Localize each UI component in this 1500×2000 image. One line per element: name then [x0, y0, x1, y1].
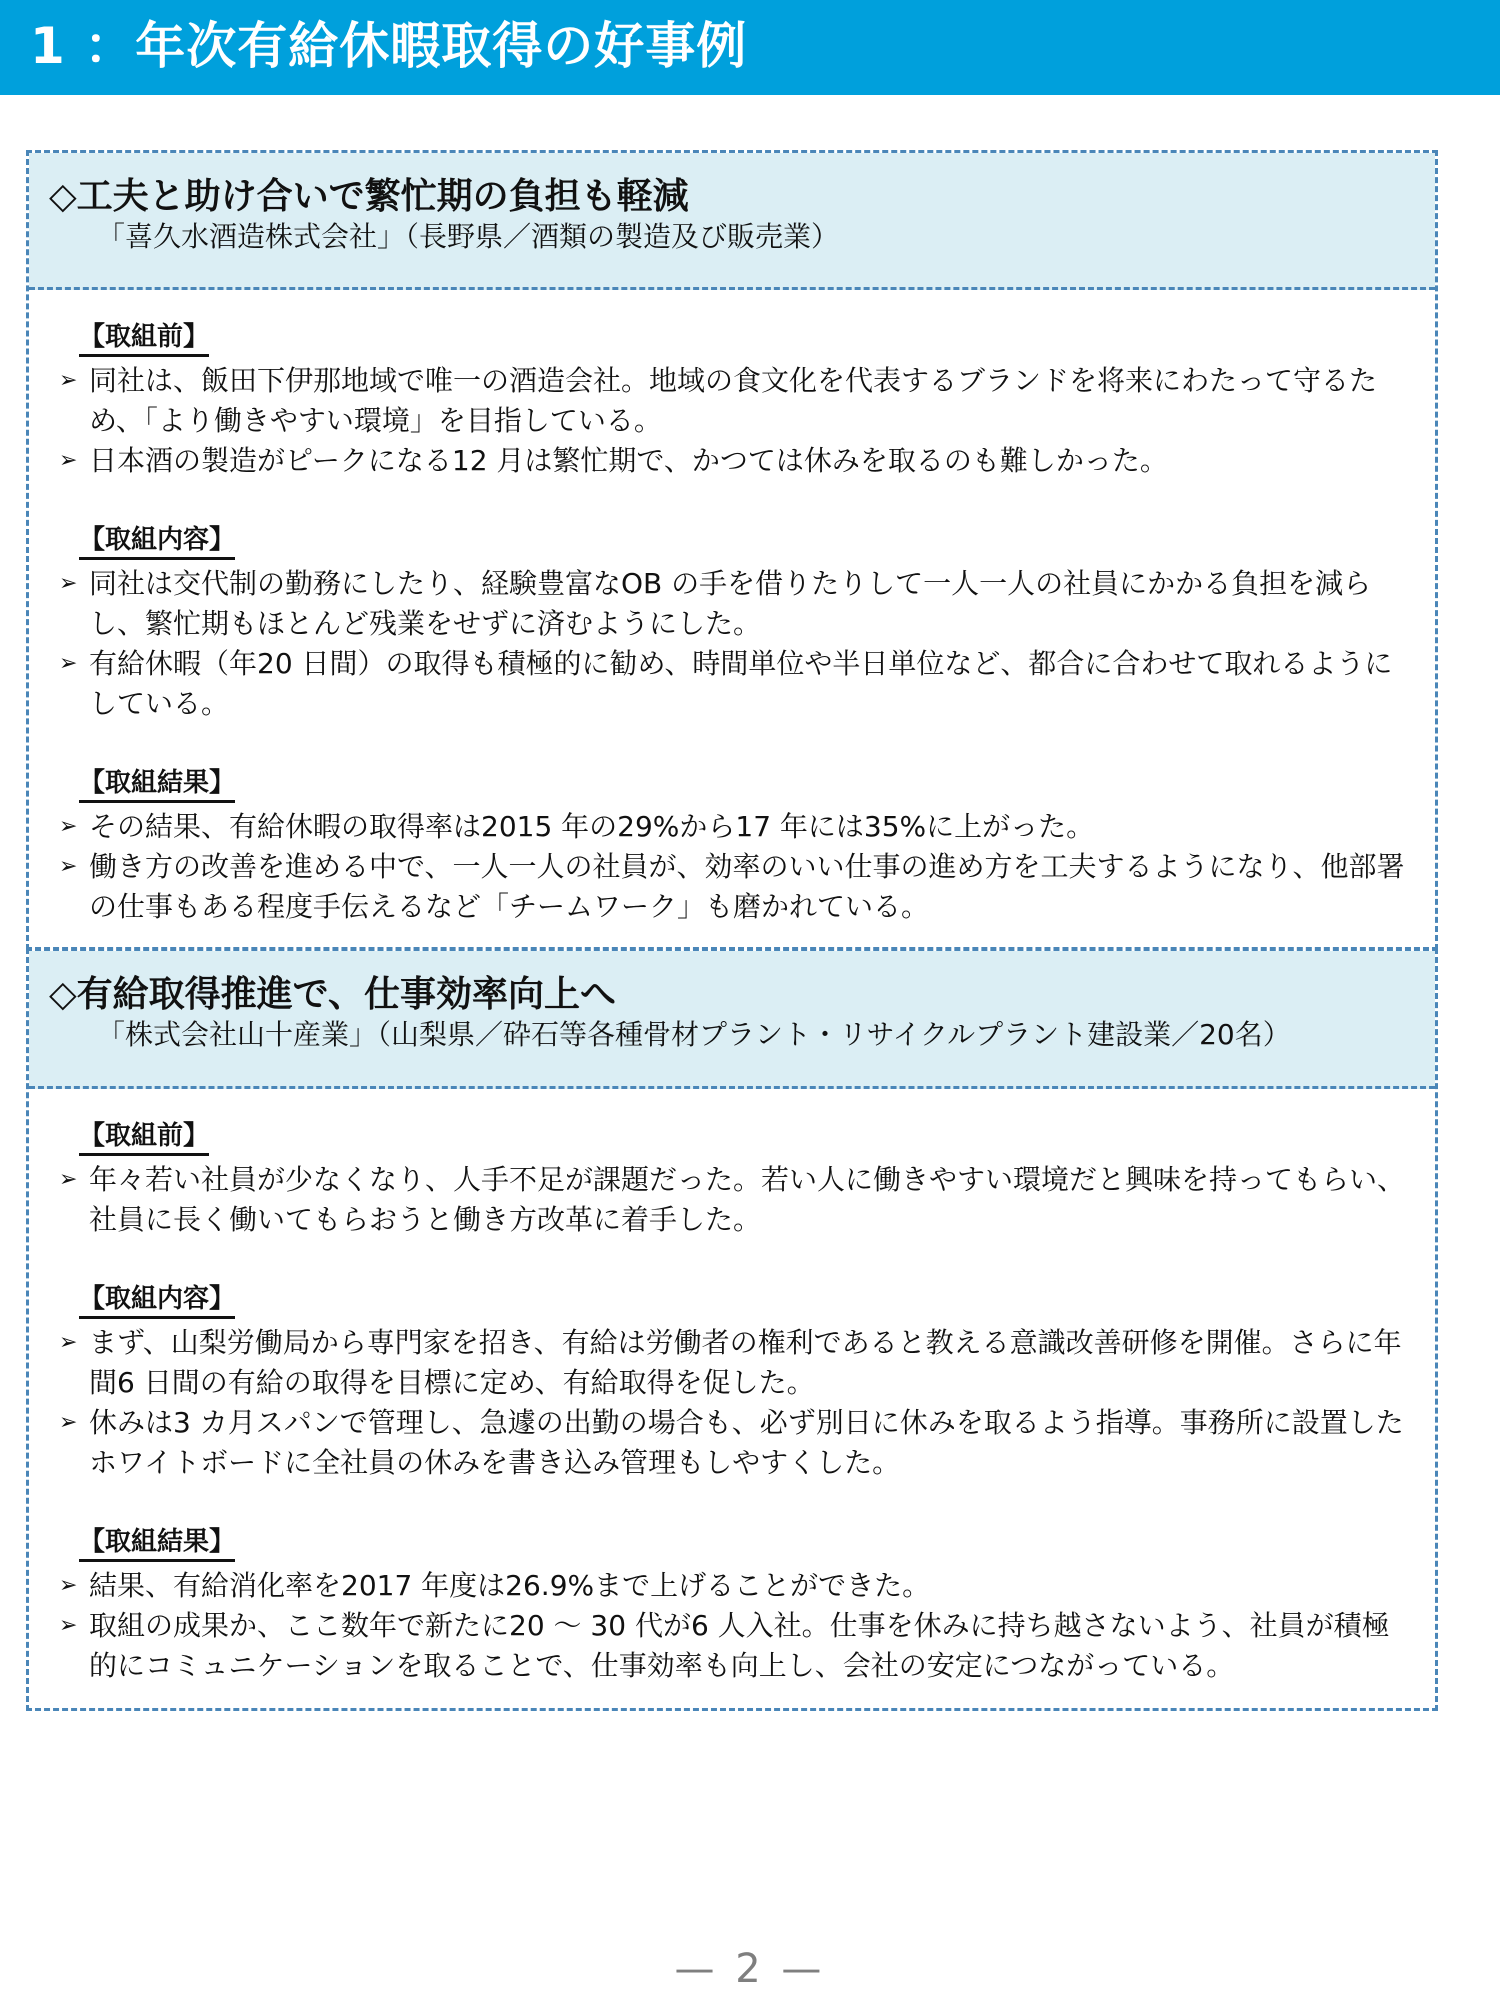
bullet-text: 働き方の改善を進める中で、一人一人の社員が、効率のいい仕事の進め方を工夫するようになり、他部署の仕事もある程度手伝えるなど「チームワーク」も磨かれている。: [89, 850, 1405, 923]
arrow-bullet-icon: ➢: [59, 1613, 78, 1638]
case-company-2: 「株式会社山十産業」（山梨県／砕石等各種骨材プラント・リサイクルプラント建設業／20名）: [97, 1018, 1291, 1051]
section-results: [51, 766, 1413, 927]
page-title: 1 ：年次有給休暇取得の好事例: [30, 17, 748, 75]
case-header-2: [29, 951, 1435, 1089]
list-item: [51, 1403, 1413, 1483]
case-company-1: 「喜久水酒造株式会社」（長野県／酒類の製造及び販売業）: [97, 220, 840, 253]
list-item: [51, 1160, 1413, 1240]
bullet-text: 休みは3 カ月スパンで管理し、急遽の出勤の場合も、必ず別日に休みを取るよう指導。事務所に設置したホワイトボードに全社員の休みを書き込み管理もしやすくした。: [89, 1406, 1404, 1479]
list-item: [51, 1566, 1413, 1606]
section-label: 【取組結果】: [79, 766, 235, 803]
arrow-bullet-icon: ➢: [59, 571, 78, 596]
list-item: [51, 1606, 1413, 1686]
bullet-text: その結果、有給休暇の取得率は2015 年の29%から17 年には35%に上がった。: [89, 810, 1095, 843]
bullet-text: 同社は交代制の勤務にしたり、経験豊富なOB の手を借りたりして一人一人の社員にかかる負担を減らし、繁忙期もほとんど残業をせずに済むようにした。: [89, 567, 1372, 640]
section-label: 【取組前】: [79, 1119, 209, 1156]
list-item: [51, 807, 1413, 847]
case-header-1: [29, 153, 1435, 290]
arrow-bullet-icon: ➢: [59, 814, 78, 839]
bullet-text: 年々若い社員が少なくなり、人手不足が課題だった。若い人に働きやすい環境だと興味を持ってもらい、社員に長く働いてもらおうと働き方改革に着手した。: [89, 1163, 1406, 1236]
bullet-list: [51, 564, 1413, 724]
arrow-bullet-icon: ➢: [59, 651, 78, 676]
arrow-bullet-icon: ➢: [59, 368, 78, 393]
bullet-text: 有給休暇（年20 日間）の取得も積極的に勧め、時間単位や半日単位など、都合に合わせて取れるようにしている。: [89, 647, 1393, 720]
section-actions: [51, 523, 1413, 724]
list-item: [51, 644, 1413, 724]
bullet-list: [51, 807, 1413, 927]
bullet-list: [51, 1566, 1413, 1686]
page-number: — 2 —: [674, 1946, 826, 1992]
bullet-list: [51, 361, 1413, 481]
section-results: [51, 1525, 1413, 1686]
section-label: 【取組結果】: [79, 1525, 235, 1562]
section-actions: [51, 1282, 1413, 1483]
bullet-text: 結果、有給消化率を2017 年度は26.9%まで上げることができた。: [89, 1569, 931, 1602]
bullet-text: 同社は、飯田下伊那地域で唯一の酒造会社。地域の食文化を代表するブランドを将来にわたって守るため、「より働きやすい環境」を目指している。: [89, 364, 1378, 437]
bullet-list: [51, 1160, 1413, 1240]
bullet-text: 取組の成果か、ここ数年で新たに20 ～ 30 代が6 人入社。仕事を休みに持ち越さないよう、社員が積極的にコミュニケーションを取ることで、仕事効率も向上し、会社の安定につながっている。: [89, 1609, 1390, 1682]
case-box-2: [26, 948, 1438, 1711]
bullet-text: 日本酒の製造がピークになる12 月は繁忙期で、かつては休みを取るのも難しかった。: [89, 444, 1168, 477]
arrow-bullet-icon: ➢: [59, 854, 78, 879]
case-box-1: [26, 150, 1438, 950]
bullet-text: まず、山梨労働局から専門家を招き、有給は労働者の権利であると教える意識改善研修を開催。さらに年間6 日間の有給の取得を目標に定め、有給取得を促した。: [89, 1326, 1402, 1399]
case-body-1: [29, 290, 1435, 927]
arrow-bullet-icon: ➢: [59, 1167, 78, 1192]
list-item: [51, 1323, 1413, 1403]
title-bar: [0, 0, 1500, 95]
arrow-bullet-icon: ➢: [59, 1410, 78, 1435]
list-item: [51, 361, 1413, 441]
list-item: [51, 564, 1413, 644]
case-heading-2: ◇有給取得推進で、仕事効率向上へ: [49, 974, 616, 1015]
section-label: 【取組内容】: [79, 523, 235, 560]
bullet-list: [51, 1323, 1413, 1483]
section-label: 【取組前】: [79, 320, 209, 357]
arrow-bullet-icon: ➢: [59, 1330, 78, 1355]
case-heading-1: ◇工夫と助け合いで繁忙期の負担も軽減: [49, 176, 689, 217]
arrow-bullet-icon: ➢: [59, 1573, 78, 1598]
list-item: [51, 847, 1413, 927]
list-item: [51, 441, 1413, 481]
section-before: [51, 1119, 1413, 1240]
section-before: [51, 320, 1413, 481]
arrow-bullet-icon: ➢: [59, 448, 78, 473]
section-label: 【取組内容】: [79, 1282, 235, 1319]
case-body-2: [29, 1089, 1435, 1686]
